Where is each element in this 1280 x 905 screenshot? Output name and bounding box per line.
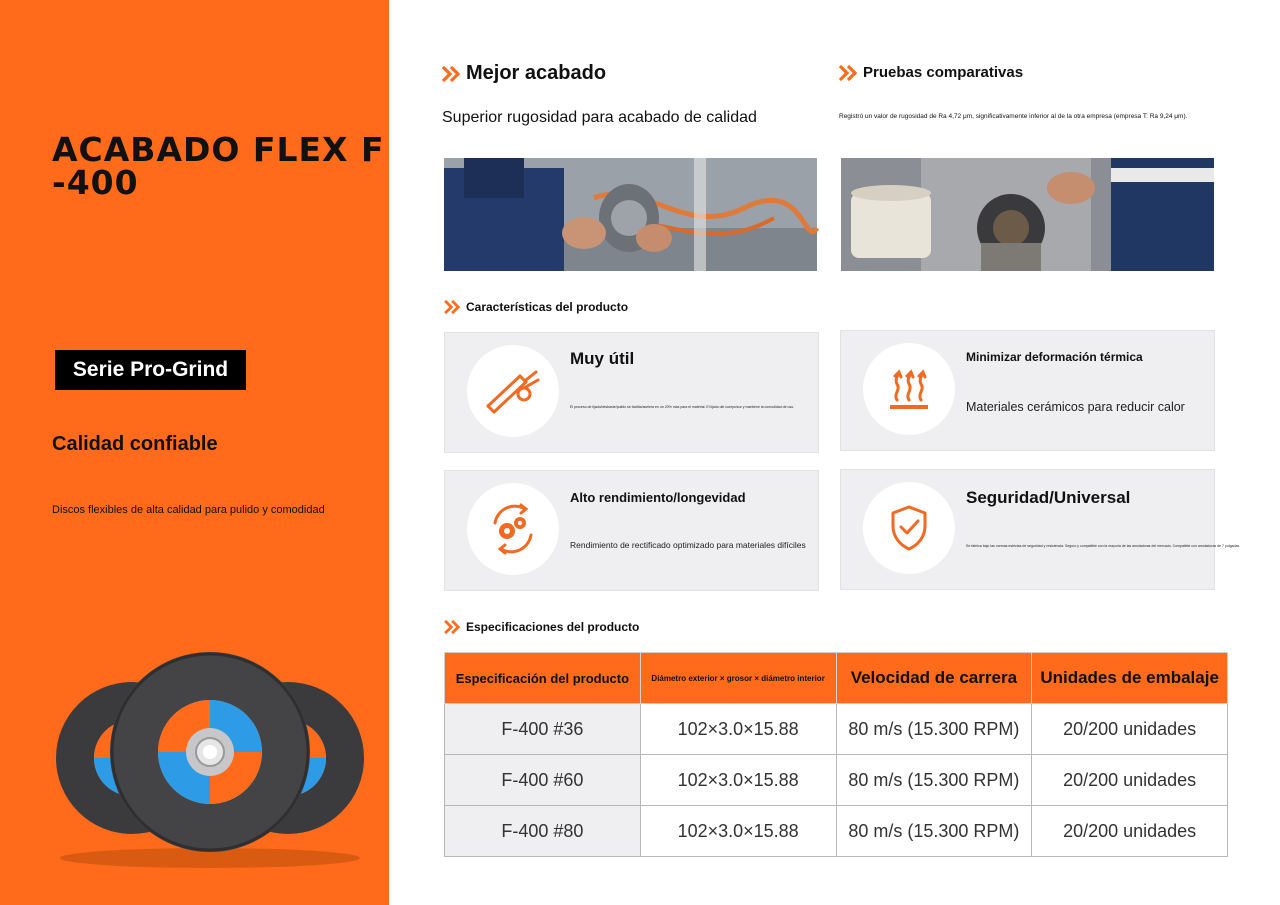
table-cell-packaging: 20/200 unidades <box>1032 704 1228 755</box>
feature-description: El proceso de lijado/desbaste/pulido se facilita/acelera en un 20% más para el material. El lijado del cuerpo/sur y mantiene la comodidad de uso. <box>570 405 795 409</box>
feature-title: Seguridad/Universal <box>966 488 1131 507</box>
table-cell-spec: F-400 #36 <box>445 704 641 755</box>
table-row <box>445 755 1228 806</box>
feature-card-safety <box>840 469 1241 590</box>
section-title: Especificaciones del producto <box>466 620 640 634</box>
double-chevron-icon <box>444 300 462 314</box>
tests-subtitle: Registró un valor de rugosidad de Ra 4,72 μm, significativamente inferior al de la otra empresa (empresa T: Ra 9,24 μm). <box>839 113 1188 120</box>
feature-icon-circle <box>863 343 955 435</box>
shield-check-icon <box>889 504 929 552</box>
feature-card-performance <box>444 470 819 591</box>
finish-subtitle: Superior rugosidad para acabado de calidad <box>442 109 757 126</box>
feature-description: Materiales cerámicos para reducir calor <box>966 400 1185 414</box>
table-cell-dimensions: 102×3.0×15.88 <box>640 704 836 755</box>
feature-icon-circle <box>467 483 559 575</box>
feature-card-useful <box>444 332 819 453</box>
section-heading-specs <box>444 620 639 634</box>
feature-card-thermal <box>840 330 1215 451</box>
worker-grinding-photo <box>444 158 817 271</box>
section-title: Características del producto <box>466 300 629 314</box>
feature-description: Rendimiento de rectificado optimizado para materiales difíciles <box>570 540 806 550</box>
tagline: Calidad confiable <box>52 433 218 455</box>
left-description: Discos flexibles de alta calidad para pulido y comodidad <box>52 504 325 516</box>
grinding-discs-image <box>50 640 370 880</box>
column-header-dimensions: Diámetro exterior × grosor × diámetro interior <box>640 653 836 704</box>
double-chevron-icon <box>442 66 462 82</box>
table-cell-speed: 80 m/s (15.300 RPM) <box>836 806 1032 857</box>
feature-icon-circle <box>863 482 955 574</box>
section-title: Mejor acabado <box>466 62 607 84</box>
section-heading-features <box>444 300 628 314</box>
feature-title: Muy útil <box>570 349 635 368</box>
table-cell-spec: F-400 #60 <box>445 755 641 806</box>
double-chevron-icon <box>444 620 462 634</box>
feature-icon-circle <box>467 345 559 437</box>
column-header-spec: Especificación del producto <box>445 653 641 704</box>
table-cell-dimensions: 102×3.0×15.88 <box>640 755 836 806</box>
product-title: ACABADO FLEX F-400 <box>52 130 385 202</box>
left-panel <box>0 0 389 905</box>
double-chevron-icon <box>839 65 859 81</box>
table-row <box>445 704 1228 755</box>
section-title: Pruebas comparativas <box>863 64 1024 81</box>
table-row <box>445 806 1228 857</box>
column-header-speed: Velocidad de carrera <box>836 653 1032 704</box>
table-cell-speed: 80 m/s (15.300 RPM) <box>836 704 1032 755</box>
section-heading-finish <box>442 62 606 85</box>
feature-description: Se fabrica bajo las normas estrictas de seguridad y resistencia. Seguro y compatible con la mayoría de las amoladoras del mercado. Compatible con amoladoras de 7 pulgadas. <box>966 544 1241 548</box>
table-header-row <box>445 653 1228 704</box>
comparison-test-photo <box>841 158 1214 271</box>
table-cell-packaging: 20/200 unidades <box>1032 755 1228 806</box>
table-cell-speed: 80 m/s (15.300 RPM) <box>836 755 1032 806</box>
heat-icon <box>887 366 931 412</box>
feature-title: Minimizar deformación térmica <box>966 350 1143 364</box>
section-heading-tests <box>839 64 1023 81</box>
gear-cycle-icon <box>485 501 541 557</box>
spec-table <box>444 652 1228 857</box>
feature-title: Alto rendimiento/longevidad <box>570 490 746 505</box>
grinder-icon <box>484 366 542 416</box>
column-header-packaging: Unidades de embalaje <box>1032 653 1228 704</box>
table-cell-dimensions: 102×3.0×15.88 <box>640 806 836 857</box>
series-badge: Serie Pro-Grind <box>55 350 246 390</box>
table-cell-spec: F-400 #80 <box>445 806 641 857</box>
table-cell-packaging: 20/200 unidades <box>1032 806 1228 857</box>
